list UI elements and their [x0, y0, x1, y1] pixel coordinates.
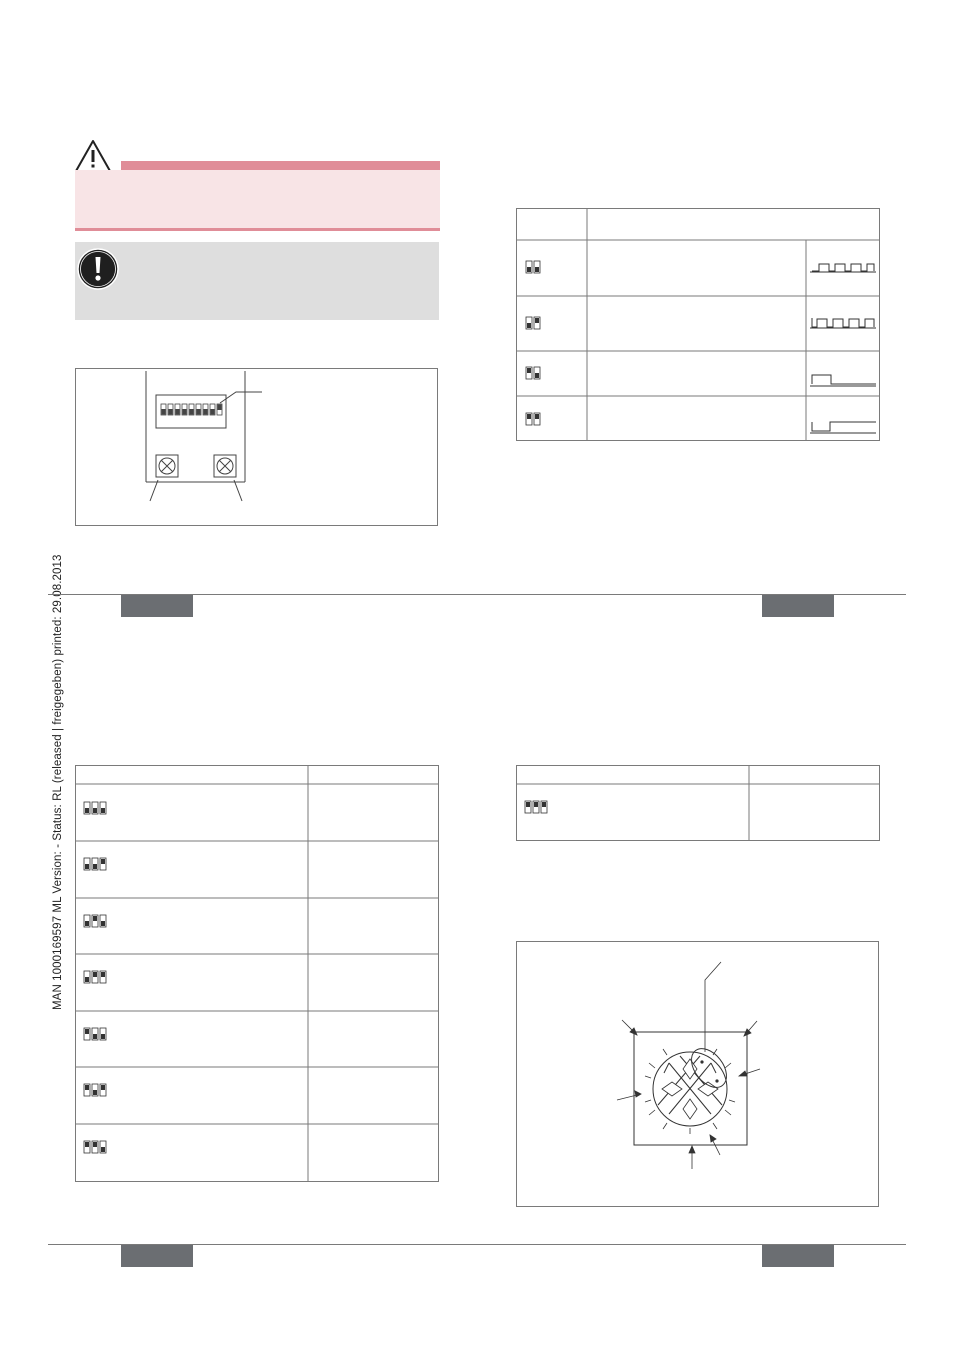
switch-setting-table-left [75, 765, 439, 1182]
footer-tab-left [121, 595, 193, 617]
exclamation-circle-icon [76, 247, 120, 291]
footer-tab-right-bottom [762, 1245, 834, 1267]
device-figure [75, 368, 438, 526]
footer-tab-right [762, 595, 834, 617]
timing-function-table [516, 208, 880, 441]
footer-tab-left-bottom [121, 1245, 193, 1267]
warning-triangle-icon [74, 139, 112, 173]
switch-setting-table-right [516, 765, 880, 841]
potentiometer-figure [516, 941, 879, 1207]
warning-box [75, 170, 440, 231]
document-control-text: MAN 1000169597 ML Version: - Status: RL (released | freigegeben) printed: 29.08.2013 [52, 554, 64, 1010]
note-box [75, 242, 439, 320]
warning-header-band [121, 161, 440, 170]
